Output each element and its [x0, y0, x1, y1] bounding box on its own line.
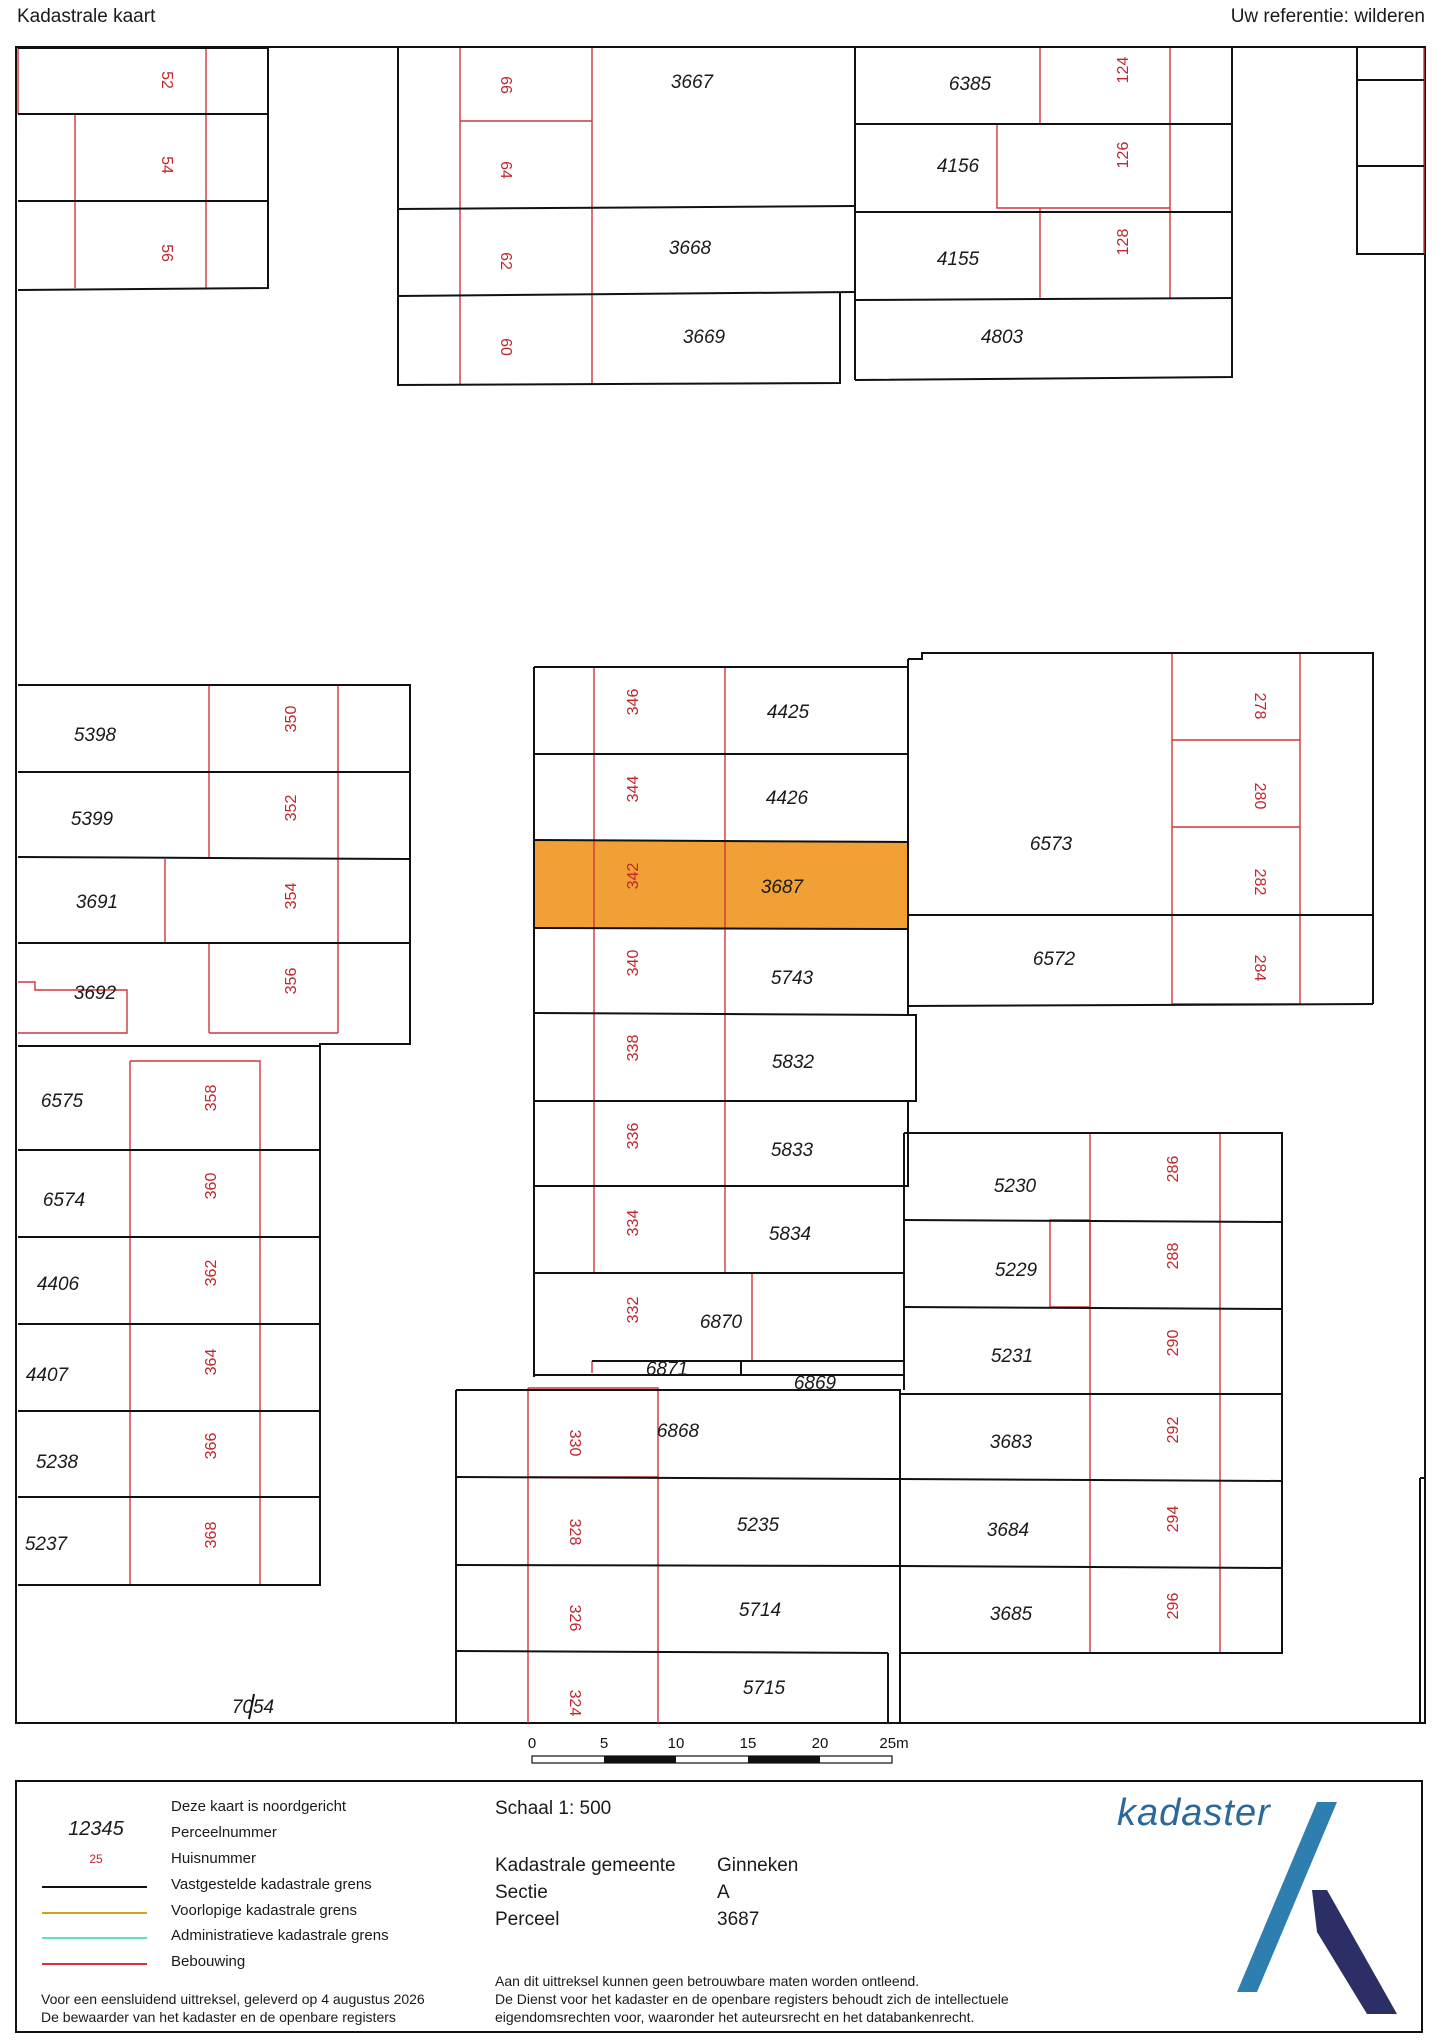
house-number: 290 [1165, 1329, 1182, 1357]
legend-house-label: Huisnummer [171, 1850, 257, 1867]
disclaimer-2: De Dienst voor het kadaster en de openbare registers behoudt zich de intellectuele [495, 1991, 1009, 2007]
legend-house-sample: 25 [89, 1852, 103, 1866]
house-number: 336 [625, 1122, 642, 1150]
parcel-number: 5230 [993, 1176, 1037, 1197]
parcel-number: 3668 [668, 238, 712, 259]
disclaimer-3: eigendomsrechten voor, waaronder het auteursrecht en het databankenrecht. [495, 2009, 975, 2025]
legend-building-label: Bebouwing [171, 1953, 246, 1970]
kadaster-logo-icon [1217, 1792, 1417, 2032]
house-number: 352 [283, 794, 300, 822]
parcel-number: 4803 [980, 327, 1024, 348]
scale-tick: 10 [667, 1735, 685, 1752]
house-number: 350 [283, 705, 300, 733]
parcel-number: 5833 [770, 1140, 814, 1161]
perceel-value: 3687 [717, 1909, 760, 1930]
scale-tick: 15 [739, 1735, 757, 1752]
scale-bar [528, 1735, 909, 1763]
house-number: 296 [1165, 1592, 1182, 1620]
house-number: 334 [625, 1209, 642, 1237]
kadaster-logo-text: kadaster [1117, 1792, 1271, 1834]
parcel-number: 3683 [989, 1432, 1033, 1453]
parcel-number: 6869 [793, 1373, 837, 1394]
scale-tick: 0 [527, 1735, 537, 1752]
house-number: 60 [497, 338, 514, 356]
house-number: 126 [1115, 141, 1132, 169]
house-number: 324 [566, 1689, 583, 1717]
parcel-number: 6870 [699, 1312, 743, 1333]
house-number: 340 [625, 949, 642, 977]
parcel-number: 5237 [24, 1534, 68, 1555]
scale-tick: 5 [599, 1735, 609, 1752]
parcel-number: 3685 [989, 1604, 1033, 1625]
house-number: 64 [497, 161, 514, 179]
parcel-number: 5714 [738, 1600, 782, 1621]
house-number: 66 [497, 76, 514, 94]
house-number: 286 [1165, 1155, 1182, 1183]
selected-parcel-fill[interactable] [534, 840, 908, 929]
house-number: 280 [1251, 782, 1268, 810]
parcel-number: 3691 [75, 892, 119, 913]
house-number: 124 [1115, 56, 1132, 84]
scale-tick: 25m [879, 1735, 909, 1752]
footer-line-2: De bewaarder van het kadaster en de openbare registers [41, 2009, 396, 2025]
parcel-number: 4407 [25, 1365, 69, 1386]
parcel-number: 6574 [42, 1190, 86, 1211]
parcel-number: 3692 [73, 983, 117, 1004]
parcel-number: 5398 [73, 725, 117, 746]
gemeente-label: Kadastrale gemeente [495, 1855, 676, 1876]
parcel-number: 3684 [986, 1520, 1030, 1541]
legend-parcel-label: Perceelnummer [171, 1824, 277, 1841]
legend-parcel-sample: 12345 [68, 1818, 124, 1840]
parcel-number: 5399 [70, 809, 114, 830]
parcel-number: 6385 [948, 74, 992, 95]
house-number: 360 [203, 1172, 220, 1200]
legend-panel [15, 1780, 1423, 2033]
house-number: 366 [203, 1432, 220, 1460]
parcel-number: 3669 [682, 327, 726, 348]
parcel-number: 6871 [645, 1359, 689, 1380]
house-number: 54 [158, 156, 175, 174]
legend-admin-label: Administratieve kadastrale grens [171, 1927, 389, 1944]
parcel-number: 5715 [742, 1678, 786, 1699]
legend-fixed-label: Vastgestelde kadastrale grens [171, 1876, 372, 1893]
map-title: Kadastrale kaart [17, 6, 156, 27]
parcel-number: 4426 [765, 788, 809, 809]
house-number: 368 [203, 1521, 220, 1549]
parcel-number-selected: 3687 [760, 877, 804, 898]
parcel-number: 6868 [656, 1421, 700, 1442]
house-number: 282 [1251, 868, 1268, 896]
parcel-number: 4425 [766, 702, 810, 723]
scale-tick: 20 [811, 1735, 829, 1752]
house-number: 356 [283, 967, 300, 995]
parcel-number: 7054 [231, 1697, 275, 1718]
house-number: 292 [1165, 1416, 1182, 1444]
house-number: 338 [625, 1034, 642, 1062]
gemeente-value: Ginneken [717, 1855, 799, 1876]
house-number: 332 [625, 1296, 642, 1324]
parcel-number: 4156 [936, 156, 980, 177]
house-number: 52 [158, 71, 175, 89]
sectie-label: Sectie [495, 1882, 548, 1903]
house-number: 346 [625, 688, 642, 716]
legend-north: Deze kaart is noordgericht [171, 1798, 347, 1815]
house-number: 56 [158, 244, 175, 262]
parcel-number: 5231 [990, 1346, 1034, 1367]
parcel-number: 6572 [1032, 949, 1076, 970]
house-number: 364 [203, 1348, 220, 1376]
house-number: 326 [566, 1604, 583, 1632]
house-number: 354 [283, 882, 300, 910]
house-number: 362 [203, 1259, 220, 1287]
parcel-number: 5834 [768, 1224, 812, 1245]
parcel-number: 5832 [771, 1052, 815, 1073]
parcel-number: 5235 [736, 1515, 780, 1536]
perceel-label: Perceel [495, 1909, 560, 1930]
legend-fixed-line [42, 1886, 147, 1888]
house-number: 342 [625, 862, 642, 890]
legend-admin-line [42, 1937, 147, 1939]
legend-provisional-label: Voorlopige kadastrale grens [171, 1902, 357, 1919]
house-number: 358 [203, 1084, 220, 1112]
house-number: 278 [1251, 692, 1268, 720]
disclaimer-1: Aan dit uittreksel kunnen geen betrouwbare maten worden ontleend. [495, 1973, 920, 1989]
legend-building-line [42, 1963, 147, 1965]
house-number: 288 [1165, 1242, 1182, 1270]
house-number: 284 [1251, 954, 1268, 982]
house-number: 328 [566, 1518, 583, 1546]
house-number: 330 [566, 1429, 583, 1457]
parcel-number: 5743 [770, 968, 814, 989]
legend-provisional-line [42, 1912, 147, 1914]
parcel-number: 4406 [36, 1274, 80, 1295]
scale-text: Schaal 1: 500 [495, 1798, 612, 1819]
house-number: 62 [497, 252, 514, 270]
parcel-number: 5238 [35, 1452, 79, 1473]
house-number: 294 [1165, 1505, 1182, 1533]
parcel-number: 5229 [994, 1260, 1038, 1281]
parcel-number: 6573 [1029, 834, 1073, 855]
sectie-value: A [717, 1882, 730, 1903]
parcel-number: 4155 [936, 249, 980, 270]
parcel-number: 6575 [40, 1091, 84, 1112]
parcel-number: 3667 [670, 72, 714, 93]
house-number: 128 [1115, 228, 1132, 256]
reference-label: Uw referentie: wilderen [1230, 6, 1425, 27]
house-number: 344 [625, 775, 642, 803]
footer-line-1: Voor een eensluidend uittreksel, geleverd op 4 augustus 2026 [41, 1991, 425, 2007]
